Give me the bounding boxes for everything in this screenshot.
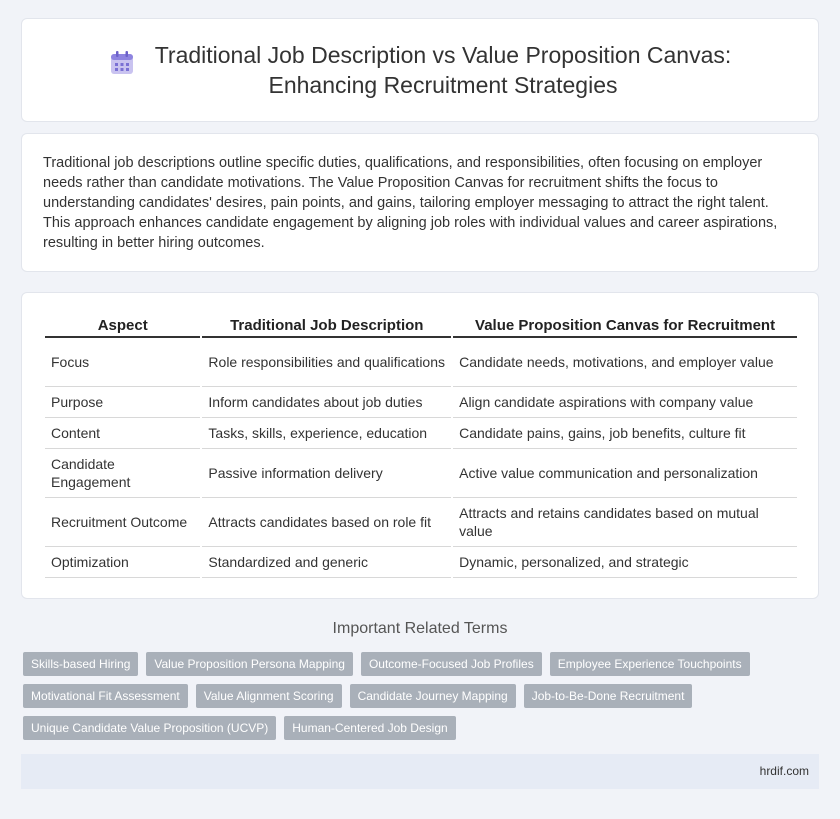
cell-vpc: Attracts and retains candidates based on mutual value [453,498,797,547]
cell-aspect: Focus [45,338,200,387]
table-row [45,418,797,449]
tag-link[interactable]: Outcome-Focused Job Profiles [361,652,542,676]
cell-aspect: Content [45,418,200,449]
table-row [45,387,797,418]
table-row [45,449,797,498]
page-title-line2: Enhancing Recruitment Strategies [268,72,618,98]
cell-vpc: Candidate needs, motivations, and employer value [453,338,797,387]
table-row [45,547,797,578]
cell-aspect: Recruitment Outcome [45,498,200,547]
cell-aspect: Purpose [45,387,200,418]
cell-vpc: Align candidate aspirations with company value [453,387,797,418]
tag-link[interactable]: Skills-based Hiring [23,652,138,676]
intro-paragraph: Traditional job descriptions outline specific duties, qualifications, and responsibilities, often focusing on employer needs rather than candidate motivations. The Value Proposition Canvas for recruitment shifts the focus to understanding candidates' desires, pain points, and gains, tailoring employer messaging to attract the right talent. This approach enhances candidate engagement by aligning job roles with individual values and career aspirations, resulting in better hiring outcomes. [43,155,778,251]
cell-aspect: Optimization [45,547,200,578]
cell-vpc: Candidate pains, gains, job benefits, culture fit [453,418,797,449]
tag-link[interactable]: Human-Centered Job Design [284,716,455,740]
cell-traditional: Passive information delivery [202,449,451,498]
table-row [45,338,797,387]
cell-traditional: Inform candidates about job duties [202,387,451,418]
tag-link[interactable]: Employee Experience Touchpoints [550,652,750,676]
cell-traditional: Tasks, skills, experience, education [202,418,451,449]
related-terms-tags [23,652,813,740]
table-header-row [45,313,797,338]
tag-link[interactable]: Value Alignment Scoring [196,684,342,708]
intro-card [21,133,819,272]
comparison-card [21,292,819,599]
cell-traditional: Attracts candidates based on role fit [202,498,451,547]
footer-site-link[interactable]: hrdif.com [759,764,809,778]
comparison-table [43,313,799,578]
table-row [45,498,797,547]
tag-link[interactable]: Job-to-Be-Done Recruitment [524,684,693,708]
title-wrap [109,40,732,100]
header-vpc: Value Proposition Canvas for Recruitment [453,313,797,338]
page-title-line1: Traditional Job Description vs Value Proposition Canvas: [154,42,732,68]
cell-vpc: Active value communication and personalization [453,449,797,498]
cell-traditional: Role responsibilities and qualifications [202,338,451,387]
footer [21,754,819,789]
tag-link[interactable]: Unique Candidate Value Proposition (UCVP) [23,716,276,740]
page-title [155,40,732,100]
header-aspect: Aspect [45,313,200,338]
header-traditional: Traditional Job Description [202,313,451,338]
cell-aspect: Candidate Engagement [45,449,200,498]
cell-traditional: Standardized and generic [202,547,451,578]
header-card [21,18,819,122]
calendar-icon [109,50,135,76]
tag-link[interactable]: Value Proposition Persona Mapping [146,652,353,676]
related-terms-title: Important Related Terms [332,620,508,637]
cell-vpc: Dynamic, personalized, and strategic [453,547,797,578]
tag-link[interactable]: Candidate Journey Mapping [350,684,516,708]
tag-link[interactable]: Motivational Fit Assessment [23,684,188,708]
